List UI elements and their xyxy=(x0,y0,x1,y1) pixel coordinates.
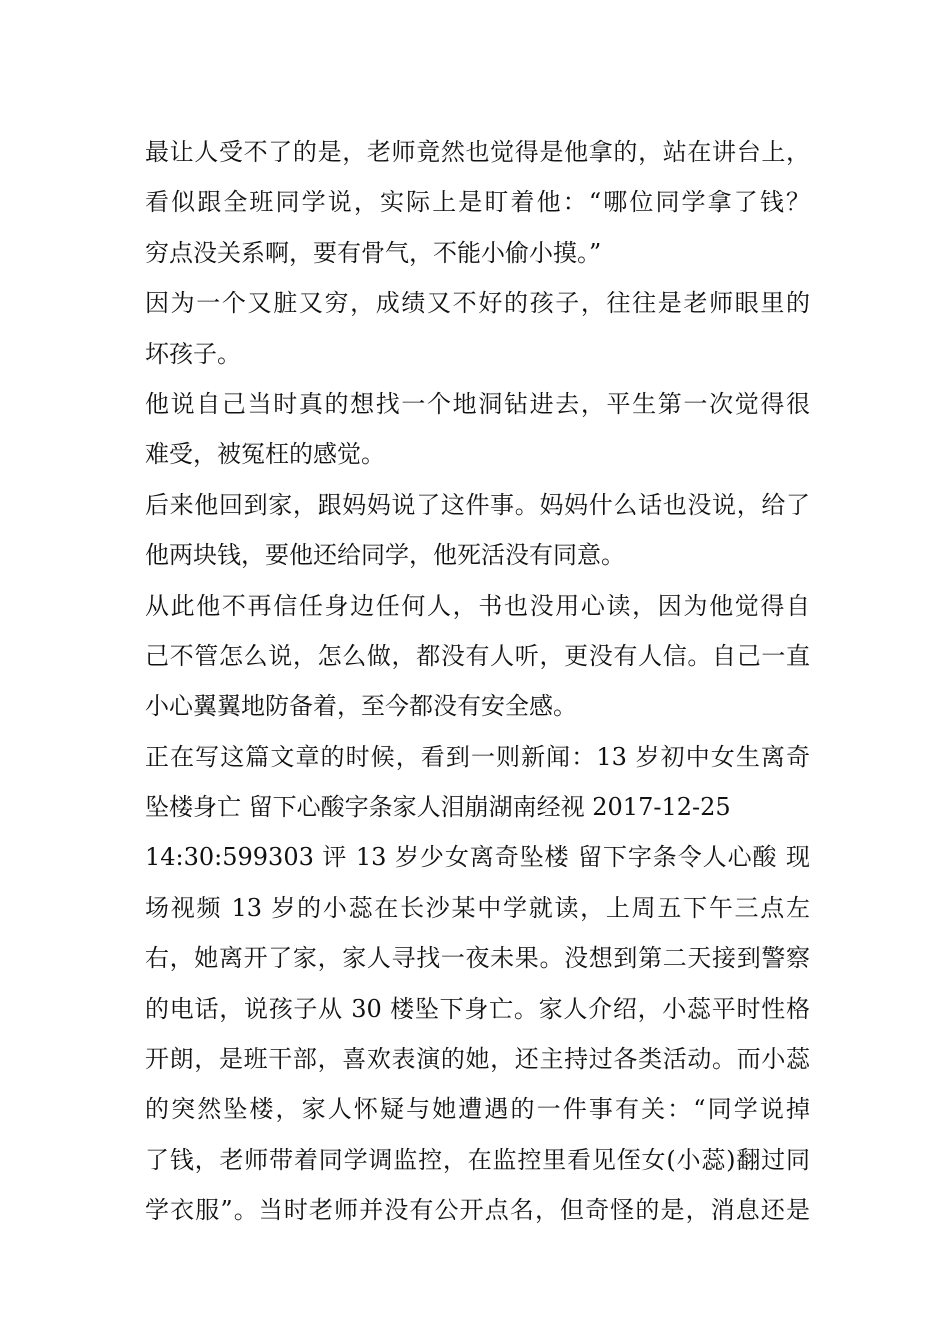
text-line: 小心翼翼地防备着，至今都没有安全感。 xyxy=(145,692,577,721)
text-line: 最让人受不了的是，老师竟然也觉得是他拿的，站在讲台上， xyxy=(145,138,810,166)
text-line: 右，她离开了家，家人寻找一夜未果。没想到第二天接到警察 xyxy=(145,944,810,973)
text-line: 的电话，说孩子从 30 楼坠下身亡。家人介绍，小蕊平时性格 xyxy=(145,994,810,1023)
text-line: 穷点没关系啊，要有骨气，不能小偷小摸。” xyxy=(145,238,602,267)
text-line: 看似跟全班同学说，实际上是盯着他：“哪位同学拿了钱？ xyxy=(145,188,810,217)
text-line: 学衣服”。当时老师并没有公开点名，但奇怪的是，消息还是 xyxy=(145,1196,810,1225)
text-line: 正在写这篇文章的时候，看到一则新闻：13 岁初中女生离奇 xyxy=(145,742,810,771)
text-line: 了钱，老师带着同学调监控，在监控里看见侄女(小蕊)翻过同 xyxy=(145,1145,810,1174)
text-line: 因为一个又脏又穷，成绩又不好的孩子，往往是老师眼里的 xyxy=(145,289,810,318)
document-body xyxy=(145,127,810,1236)
text-line: 场视频 13 岁的小蕊在长沙某中学就读，上周五下午三点左 xyxy=(145,893,810,922)
text-line: 他两块钱，要他还给同学，他死活没有同意。 xyxy=(145,541,625,570)
text-line: 坏孩子。 xyxy=(145,339,241,368)
text-line: 的突然坠楼，家人怀疑与她遭遇的一件事有关：“同学说掉 xyxy=(145,1095,810,1124)
text-line: 难受，被冤枉的感觉。 xyxy=(145,440,385,469)
text-line: 14:30:599303 评 13 岁少女离奇坠楼 留下字条令人心酸 现 xyxy=(145,843,810,872)
text-line: 己不管怎么说，怎么做，都没有人听，更没有人信。自己一直 xyxy=(145,641,810,670)
text-line: 他说自己当时真的想找一个地洞钻进去，平生第一次觉得很 xyxy=(145,389,810,418)
text-line: 开朗，是班干部，喜欢表演的她，还主持过各类活动。而小蕊 xyxy=(145,1045,810,1074)
text-line: 后来他回到家，跟妈妈说了这件事。妈妈什么话也没说，给了 xyxy=(145,490,810,519)
text-line: 从此他不再信任身边任何人，书也没用心读，因为他觉得自 xyxy=(145,591,810,620)
text-line: 坠楼身亡 留下心酸字条家人泪崩湖南经视 2017-12-25 xyxy=(145,793,731,822)
